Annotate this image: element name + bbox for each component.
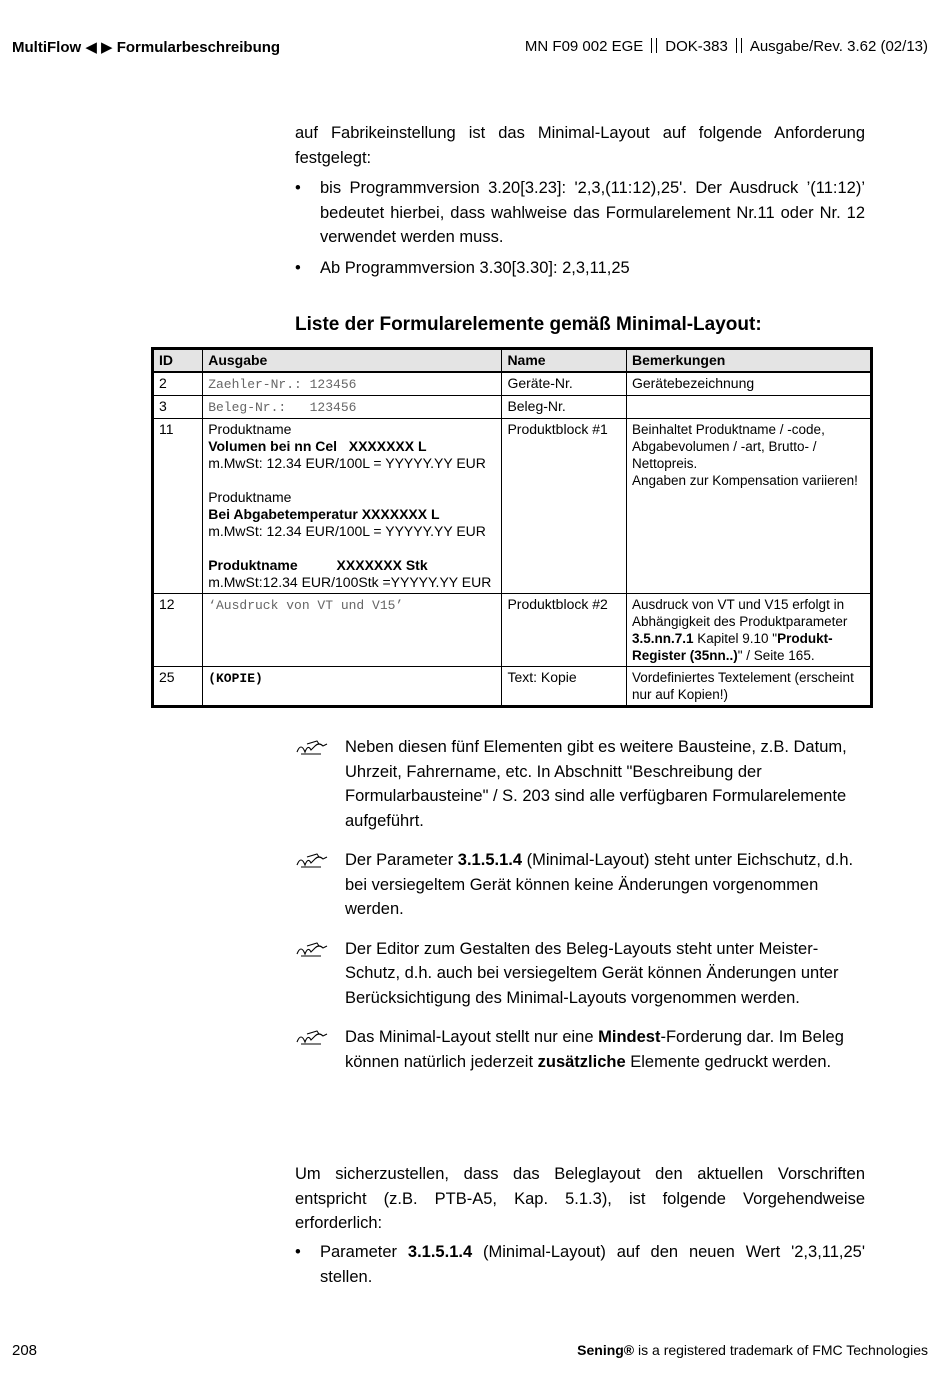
column-header-ausgabe: Ausgabe [203,349,502,373]
pointing-hand-icon [295,851,329,871]
cell-ausgabe: Produktname Volumen bei nn Cel XXXXXXX L m.MwSt: 12.34 EUR/100L = YYYYY.YY EUR Produktname Bei Abgabetemperatur XXXXXXX L m.MwSt: 12.34 EUR/100L = YYYYY.YY EUR Produktname XXXXXXX Stk m.MwSt:12.34 EUR/100Stk =YYYYY.YY EUR [203,419,502,594]
intro-paragraph: auf Fabrikeinstellung ist das Minimal-Layout auf folgende Anforderung festgelegt: [295,124,865,167]
cell-name: Produktblock #2 [502,594,627,667]
cell-bemerkungen [626,396,871,419]
pointing-hand-icon [295,1028,329,1048]
table-row [153,372,872,396]
cell-name: Geräte-Nr. [502,372,627,396]
cell-ausgabe: Beleg-Nr.: 123456 [203,396,502,419]
cell-ausgabe: ‘Ausdruck von VT und V15’ [203,594,502,667]
header-revision: Ausgabe/Rev. 3.62 (02/13) [749,38,928,55]
outro-paragraph: Um sicherzustellen, dass das Beleglayout den aktuellen Vorschriften entspricht (z.B. PTB-A5, Kap. 5.1.3), ist folgende Vorgehendweise erforderlich: [295,1165,865,1232]
page-number: 208 [12,1342,38,1359]
table-header-row [153,349,872,373]
cell-name: Beleg-Nr. [502,396,627,419]
table-row [153,419,872,594]
cell-bemerkungen: Ausdruck von VT und V15 erfolgt in Abhängigkeit des Produktparameter 3.5.nn.7.1 Kapitel 9.10 "Produkt-Register (35nn..)" / Seite 165. [626,594,871,667]
column-header-name: Name [502,349,627,373]
header-dok: DOK-383 [665,38,728,55]
cell-ausgabe: (KOPIE) [203,667,502,707]
list-item: • bis Programmversion 3.20[3.23]: '2,3,(11:12),25'. Der Ausdruck ’(11:12)’ bedeutet hierbei, dass wahlweise das Formularelement Nr.11 oder Nr. 12 verwendet werden muss. [295,179,865,246]
header-doc-info [525,38,928,55]
table-title: Liste der Formularelemente gemäß Minimal-Layout: [295,314,762,335]
column-header-bemerkungen: Bemerkungen [626,349,871,373]
pointing-hand-icon [295,738,329,758]
column-header-id: ID [153,349,203,373]
cell-bemerkungen: Gerätebezeichnung [626,372,871,396]
cell-id: 12 [153,594,203,667]
cell-id: 11 [153,419,203,594]
header-separator [651,38,657,53]
list-item: • Ab Programmversion 3.30[3.30]: 2,3,11,25 [295,258,630,277]
outro-bullet-list [295,1240,865,1289]
note-item: Neben diesen fünf Elementen gibt es weitere Bausteine, z.B. Datum, Uhrzeit, Fahrername, etc. In Abschnitt "Beschreibung der Formularbausteine" / S. 203 sind alle verfügbaren Formularelemente aufgeführt. [295,735,865,833]
cell-id: 25 [153,667,203,707]
header-title: MultiFlow ◀ ▶ Formularbeschreibung [12,39,281,56]
header-doc-number: MN F09 002 EGE [524,38,644,55]
cell-id: 2 [153,372,203,396]
note-item: Der Editor zum Gestalten des Beleg-Layouts steht unter Meister-Schutz, d.h. auch bei versiegeltem Gerät können Änderungen unter Berücksichtigung des Minimal-Layouts vorgenommen werden. [295,937,865,1011]
notes-section [295,735,865,1089]
table-row [153,396,872,419]
cell-bemerkungen: Beinhaltet Produktname / -code, Abgabevolumen / -art, Brutto- / Nettopreis. Angaben zur Kompensation variieren! [626,419,871,594]
list-item: • Parameter 3.1.5.1.4 (Minimal-Layout) auf den neuen Wert '2,3,11,25' stellen. [295,1243,865,1286]
note-item: Der Parameter 3.1.5.1.4 (Minimal-Layout) steht unter Eichschutz, d.h. bei versiegeltem Gerät können keine Änderungen vorgenommen werden. [295,848,865,922]
intro-bullet-list [295,176,865,280]
cell-ausgabe: Zaehler-Nr.: 123456 [203,372,502,396]
cell-bemerkungen: Vordefiniertes Textelement (erscheint nur auf Kopien!) [626,667,871,707]
cell-name: Produktblock #1 [502,419,627,594]
table-row [153,667,872,707]
header-separator [736,38,742,53]
note-item: Das Minimal-Layout stellt nur eine Mindest-Forderung dar. Im Beleg können natürlich jederzeit zusätzliche Elemente gedruckt werden. [295,1025,865,1074]
cell-id: 3 [153,396,203,419]
cell-name: Text: Kopie [502,667,627,707]
table-row [153,594,872,667]
page-header [12,38,928,60]
pointing-hand-icon [295,940,329,960]
trademark-notice: Sening® is a registered trademark of FMC Technologies [577,1342,928,1358]
form-elements-table [151,347,873,708]
